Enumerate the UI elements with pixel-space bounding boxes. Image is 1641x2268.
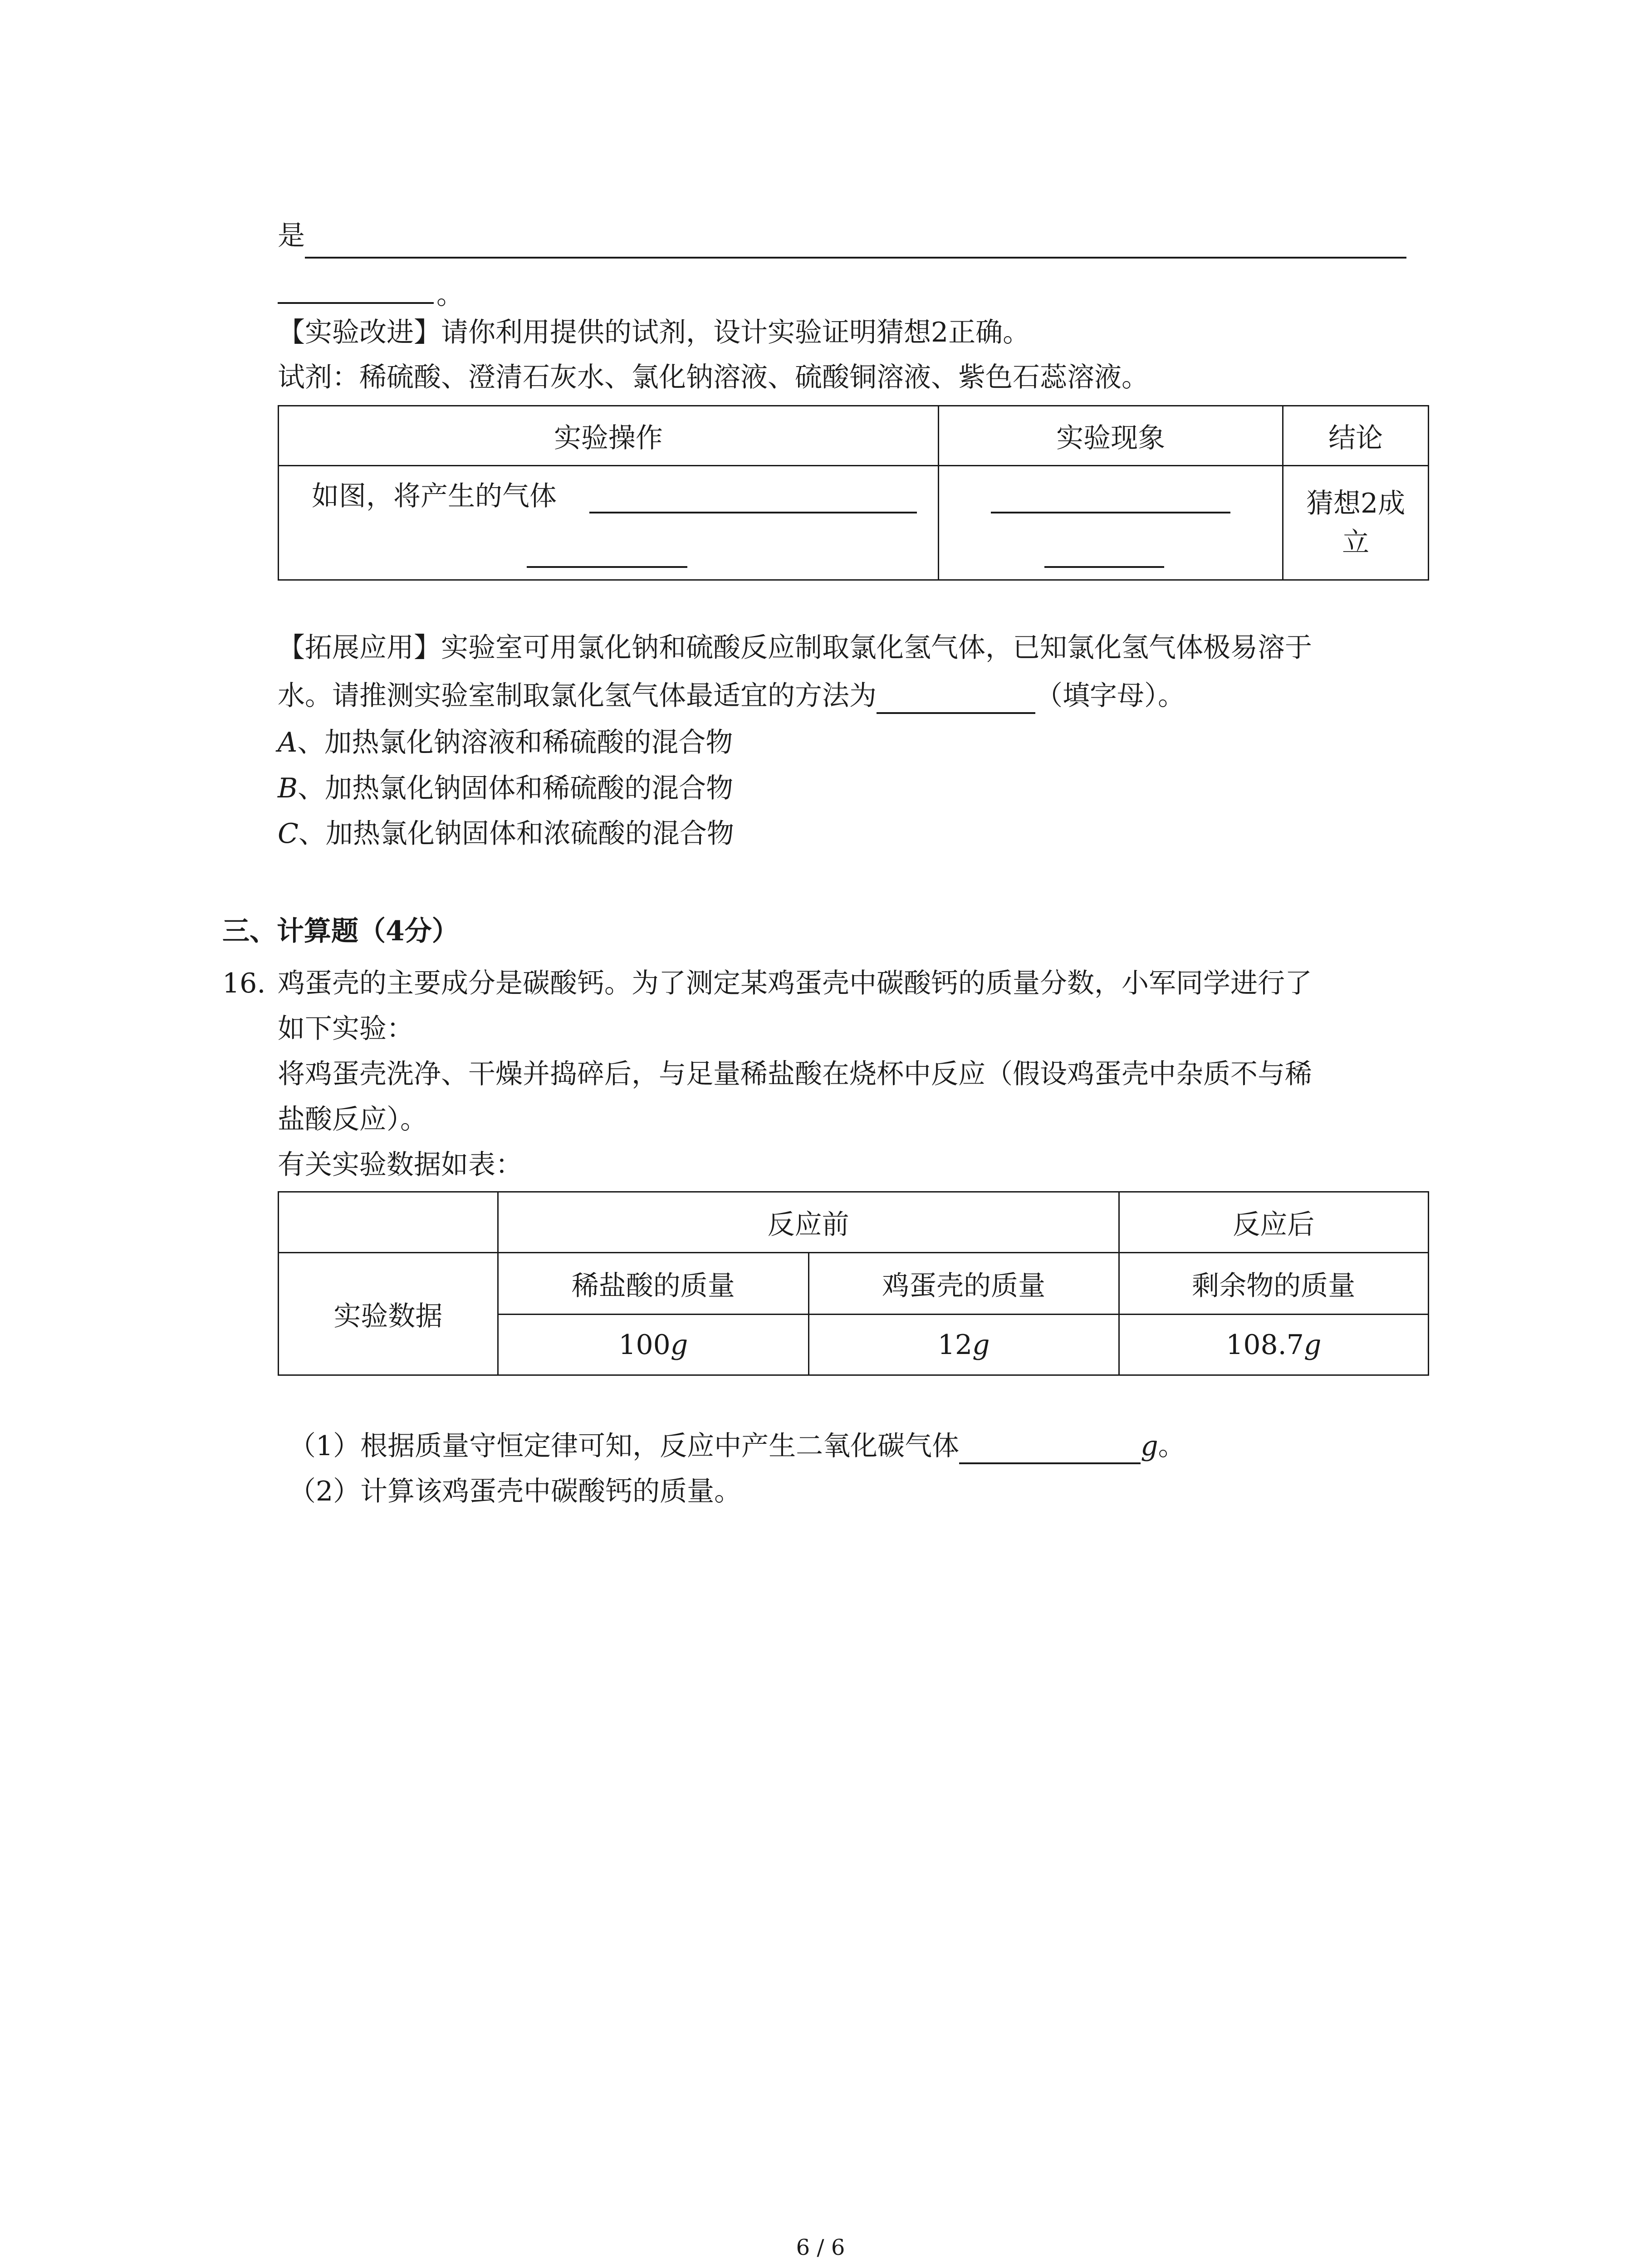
value-residue-unit: g bbox=[1303, 1329, 1322, 1361]
operation-text: 如图，将产生的气体 bbox=[312, 480, 557, 512]
data-table-corner bbox=[279, 1192, 498, 1253]
q16-line-2: 如下实验： bbox=[278, 1013, 414, 1045]
extend-line-1: 【拓展应用】实验室可用氯化钠和硫酸反应制取氯化氢气体，已知氯化氢气体极易溶于 bbox=[278, 632, 1312, 664]
extend-line-2-text: 水。请推测实验室制取氯化氢气体最适宜的方法为 bbox=[278, 680, 877, 712]
improve-label: 【实验改进】请你利用提供的试剂，设计实验证明猜想2正确。 bbox=[278, 317, 1030, 348]
col-header-shell: 鸡蛋壳的质量 bbox=[808, 1253, 1119, 1315]
conclusion-cell bbox=[1283, 466, 1429, 580]
sub-question-1 bbox=[289, 1428, 1185, 1464]
table-header-operation: 实验操作 bbox=[279, 406, 939, 466]
value-shell bbox=[808, 1315, 1119, 1375]
sub-question-1-text: （1）根据质量守恒定律可知，反应中产生二氧化碳气体 bbox=[289, 1430, 960, 1462]
operation-blank-2 bbox=[527, 566, 687, 568]
phenomenon-blank-1 bbox=[991, 512, 1230, 513]
phenomenon-blank-2 bbox=[1044, 566, 1164, 568]
value-residue bbox=[1119, 1315, 1428, 1375]
table-header-conclusion: 结论 bbox=[1283, 406, 1429, 466]
table-header-phenomenon: 实验现象 bbox=[938, 406, 1283, 466]
page-number: 6 / 6 bbox=[796, 2235, 845, 2260]
sub-question-1-end: 。 bbox=[1158, 1430, 1185, 1462]
operation-blank-1 bbox=[589, 512, 917, 513]
row-label: 实验数据 bbox=[279, 1253, 498, 1375]
value-acid-num: 100 bbox=[618, 1329, 671, 1361]
reagents-text: 试剂：稀硫酸、澄清石灰水、氯化钠溶液、硫酸铜溶液、紫色石蕊溶液。 bbox=[278, 362, 1149, 393]
continuation-shi: 是 bbox=[278, 220, 305, 252]
co2-answer-blank bbox=[959, 1434, 1141, 1464]
option-b-text: 、加热氯化钠固体和稀硫酸的混合物 bbox=[298, 772, 734, 804]
value-acid-unit: g bbox=[670, 1329, 688, 1361]
option-b-letter: B bbox=[278, 772, 298, 804]
operation-cell bbox=[279, 466, 939, 580]
extend-line-2-suffix: （填字母）。 bbox=[1035, 680, 1185, 712]
option-a-text: 、加热氯化钠溶液和稀硫酸的混合物 bbox=[297, 727, 733, 758]
sub-question-2: （2）计算该鸡蛋壳中碳酸钙的质量。 bbox=[289, 1476, 742, 1507]
option-a bbox=[278, 724, 733, 761]
value-shell-num: 12 bbox=[937, 1329, 973, 1361]
option-b bbox=[278, 770, 733, 807]
conclusion-line-2: 立 bbox=[1342, 526, 1370, 558]
q16-line-4: 盐酸反应）。 bbox=[278, 1104, 427, 1135]
sub-question-1-unit: g bbox=[1141, 1430, 1158, 1462]
before-header: 反应前 bbox=[498, 1192, 1119, 1253]
experiment-table bbox=[278, 405, 1429, 581]
extend-line-2 bbox=[278, 678, 1185, 714]
option-c-text: 、加热氯化钠固体和浓硫酸的混合物 bbox=[298, 818, 734, 850]
q16-line-3: 将鸡蛋壳洗净、干燥并捣碎后，与足量稀盐酸在烧杯中反应（假设鸡蛋壳中杂质不与稀 bbox=[278, 1058, 1312, 1090]
answer-blank-line-2 bbox=[278, 302, 434, 304]
col-header-acid: 稀盐酸的质量 bbox=[498, 1253, 808, 1315]
question-number: 16. bbox=[222, 968, 266, 999]
value-residue-num: 108.7 bbox=[1226, 1329, 1304, 1361]
extend-answer-blank bbox=[877, 684, 1035, 714]
phenomenon-cell bbox=[938, 466, 1283, 580]
continuation-period: 。 bbox=[436, 279, 464, 311]
answer-blank-line bbox=[305, 257, 1406, 259]
col-header-residue: 剩余物的质量 bbox=[1119, 1253, 1428, 1315]
q16-line-1: 鸡蛋壳的主要成分是碳酸钙。为了测定某鸡蛋壳中碳酸钙的质量分数，小军同学进行了 bbox=[278, 968, 1312, 999]
value-shell-unit: g bbox=[972, 1329, 990, 1361]
conclusion-line-1: 猜想2成 bbox=[1306, 487, 1406, 519]
option-a-letter: A bbox=[278, 727, 298, 758]
option-c bbox=[278, 816, 734, 852]
option-c-letter: C bbox=[278, 818, 299, 850]
section-title: 三、计算题（4分） bbox=[222, 915, 459, 947]
data-table bbox=[278, 1191, 1429, 1376]
after-header: 反应后 bbox=[1119, 1192, 1428, 1253]
value-acid bbox=[498, 1315, 808, 1375]
q16-line-5: 有关实验数据如表： bbox=[278, 1149, 523, 1181]
